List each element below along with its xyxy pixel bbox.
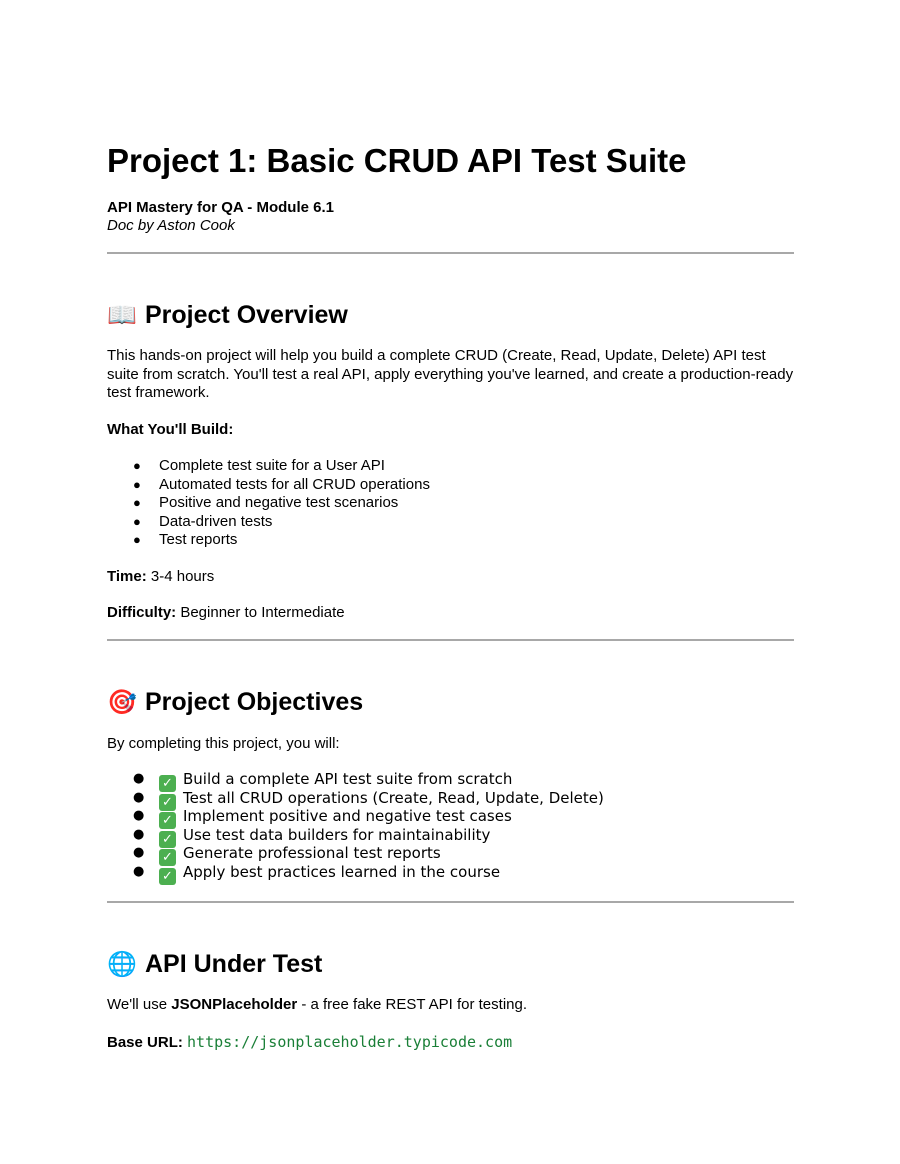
overview-intro: This hands-on project will help you build a complete CRUD (Create, Read, Update, Delete) API test suite from scratch. You'll test a real API, apply everything you've learned, and create a production-ready test framework. xyxy=(107,347,794,402)
section-heading-objectives xyxy=(107,687,363,717)
list-item: ● ✓ Implement positive and negative test cases xyxy=(133,807,512,829)
build-list xyxy=(107,457,794,550)
list-item: ● Positive and negative test scenarios xyxy=(133,494,399,512)
check-mark-icon: ✓ xyxy=(159,775,176,792)
list-item: ● ✓ Use test data builders for maintainability xyxy=(133,825,491,847)
section-heading-text: Project Overview xyxy=(145,301,348,329)
time-line: Time: 3-4 hours xyxy=(107,568,215,585)
base-url-link[interactable]: https://jsonplaceholder.typicode.com xyxy=(187,1033,513,1051)
objectives-list xyxy=(107,770,794,882)
list-item: ● ✓ Build a complete API test suite from scratch xyxy=(133,770,513,791)
doc-author: Doc by Aston Cook xyxy=(107,217,235,234)
list-item: ● Automated tests for all CRUD operations xyxy=(133,475,430,493)
section-heading-text: API Under Test xyxy=(145,950,323,978)
difficulty-line: Difficulty: Beginner to Intermediate xyxy=(107,604,345,621)
list-item: ● Test reports xyxy=(133,531,238,549)
base-url-line: Base URL: https://jsonplaceholder.typicode.com xyxy=(107,1033,513,1051)
check-mark-icon: ✓ xyxy=(159,868,176,885)
list-item: ● ✓ Test all CRUD operations (Create, Read, Update, Delete) xyxy=(133,788,604,810)
check-mark-icon: ✓ xyxy=(159,794,176,811)
section-heading-text: Project Objectives xyxy=(145,688,364,716)
list-item: ● Complete test suite for a User API xyxy=(133,457,385,474)
objectives-intro: By completing this project, you will: xyxy=(107,735,340,752)
api-intro: We'll use JSONPlaceholder - a free fake REST API for testing. xyxy=(107,996,527,1013)
list-item: ● ✓ Generate professional test reports xyxy=(133,844,441,866)
list-item: ● Data-driven tests xyxy=(133,512,273,530)
list-item: ● ✓ Apply best practices learned in the course xyxy=(133,862,501,884)
check-mark-icon: ✓ xyxy=(159,831,176,848)
section-heading-overview xyxy=(107,300,348,330)
divider xyxy=(107,901,794,903)
divider xyxy=(107,252,794,254)
open-book-icon: 📖 xyxy=(107,301,137,329)
check-mark-icon: ✓ xyxy=(159,849,176,866)
section-heading-api xyxy=(107,949,322,979)
divider xyxy=(107,639,794,641)
build-label: What You'll Build: xyxy=(107,421,234,438)
globe-icon: 🌐 xyxy=(107,950,137,978)
doc-subtitle: API Mastery for QA - Module 6.1 xyxy=(107,199,334,216)
target-icon: 🎯 xyxy=(107,688,137,716)
page-title: Project 1: Basic CRUD API Test Suite xyxy=(107,142,687,179)
check-mark-icon: ✓ xyxy=(159,812,176,829)
